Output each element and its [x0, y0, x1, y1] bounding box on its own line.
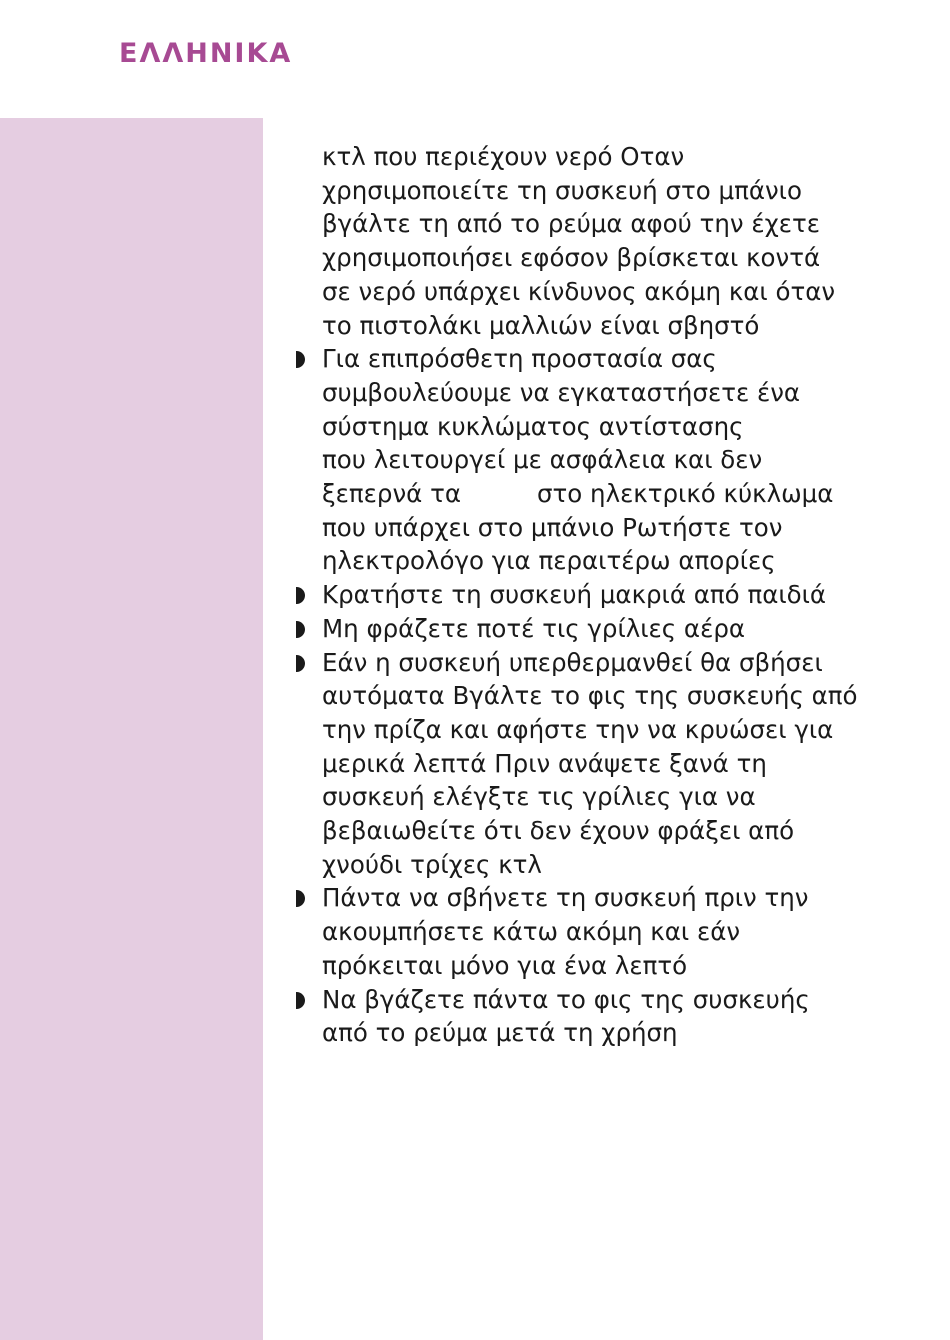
text-line: σε νερό υπάρχει κίνδυνος ακόμη και όταν	[322, 276, 836, 306]
bullet-icon	[296, 890, 305, 907]
text-line	[322, 477, 916, 511]
text-line: που υπάρχει στο μπάνιο Ρωτήστε τον	[322, 512, 783, 542]
text-line: συσκευή ελέγξτε τις γρίλιες για να	[322, 782, 756, 812]
text-line: που λειτουργεί με ασφάλεια και δεν	[322, 445, 763, 475]
bullet-icon	[296, 992, 305, 1009]
text-line: Για επιπρόσθετη προστασία σας	[322, 344, 717, 374]
bullet-item-switch-off	[296, 881, 916, 982]
text-line: χρησιμοποιείτε τη συσκευή στο μπάνιο	[322, 175, 802, 205]
text-line: πρόκειται μόνο για ένα λεπτό	[322, 950, 688, 980]
text-line: σύστημα κυκλώματος αντίστασης	[322, 411, 744, 441]
bullet-icon	[296, 655, 305, 672]
text-line: Εάν η συσκευή υπερθερμανθεί θα σβήσει	[322, 647, 823, 677]
text-line: μερικά λεπτά Πριν ανάψετε ξανά τη	[322, 748, 767, 778]
text-line: αυτόματα Βγάλτε το φις της συσκευής από	[322, 681, 858, 711]
text-line: Πάντα να σβήνετε τη συσκευή πριν την	[322, 883, 809, 913]
text-line: το πιστολάκι μαλλιών είναι σβηστό	[322, 310, 760, 340]
text-line: βγάλτε τη από το ρεύμα αφού την έχετε	[322, 209, 820, 239]
text-line: Κρατήστε τη συσκευή μακριά από παιδιά	[322, 580, 827, 610]
text-line: χνούδι τρίχες κτλ	[322, 849, 542, 879]
bullet-item-unplug	[296, 983, 916, 1050]
text-line: Μη φράζετε ποτέ τις γρίλιες αέρα	[322, 613, 746, 643]
bullet-icon	[296, 621, 305, 638]
text-line: Να βγάζετε πάντα το φις της συσκευής	[322, 984, 810, 1014]
text-line: κτλ που περιέχουν νερό Οταν	[322, 142, 685, 171]
text-fragment: στο ηλεκτρικό κύκλωμα	[536, 479, 834, 509]
text-line: συμβουλεύουμε να εγκαταστήσετε ένα	[322, 377, 801, 407]
safety-text-body	[296, 140, 916, 1050]
intro-paragraph	[296, 140, 916, 342]
bullet-icon	[296, 587, 305, 604]
text-line: την πρίζα και αφήστε την να κρυώσει για	[322, 714, 834, 744]
text-line: ακουμπήσετε κάτω ακόμη και εάν	[322, 917, 741, 947]
bullet-icon	[296, 351, 305, 368]
text-line: από το ρεύμα μετά τη χρήση	[322, 1018, 678, 1048]
bullet-item-protection	[296, 342, 916, 578]
text-line: ηλεκτρολόγο για περαιτέρω απορίες	[322, 546, 776, 576]
bullet-item-children	[296, 578, 916, 612]
text-line: χρησιμοποιήσει εφόσον βρίσκεται κοντά	[322, 243, 821, 273]
language-header: ΕΛΛΗΝΙΚΑ	[119, 38, 293, 69]
bullet-item-overheat	[296, 646, 916, 882]
bullet-item-air-grilles	[296, 612, 916, 646]
text-line: βεβαιωθείτε ότι δεν έχουν φράξει από	[322, 816, 795, 846]
text-fragment: ξεπερνά τα	[322, 479, 461, 509]
side-color-band	[0, 118, 263, 1340]
